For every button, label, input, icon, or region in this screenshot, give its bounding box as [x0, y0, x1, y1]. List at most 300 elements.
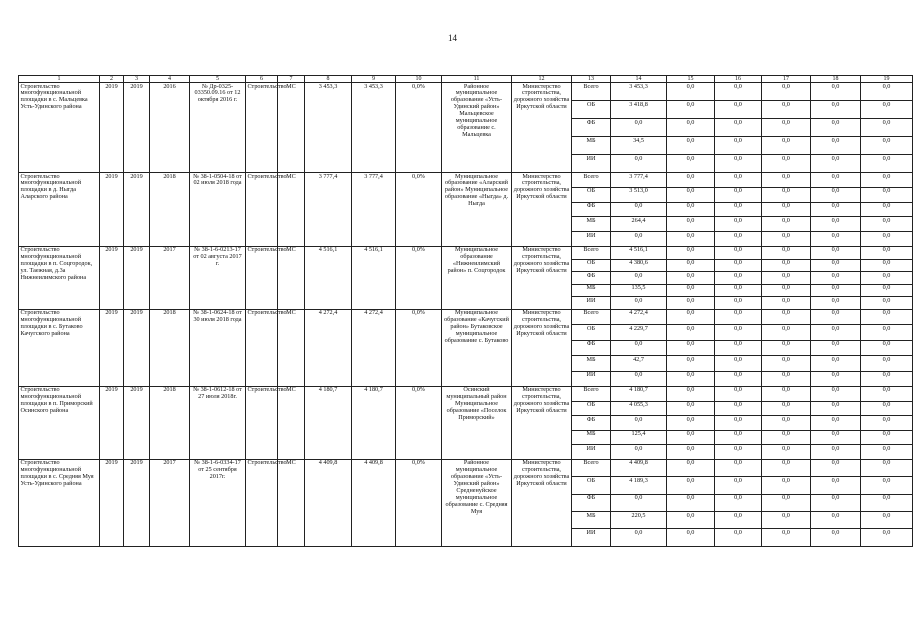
budget-value: 3 418,8: [611, 101, 667, 119]
project-name: Строительство многофункциональной площадки в с. Средняя Муя Усть-Удинского района: [19, 459, 100, 546]
budget-value: 0,0: [861, 401, 913, 416]
budget-source: ИИ: [572, 297, 611, 310]
year-contract: 2018: [150, 173, 190, 247]
budget-value: 4 055,3: [611, 401, 667, 416]
budget-value: 0,0: [811, 232, 861, 247]
budget-value: 0,0: [861, 119, 913, 137]
budget-value: 0,0: [611, 416, 667, 431]
budget-value: 0,0: [715, 494, 762, 511]
customer: Министерство строительства, дорожного хозяйства Иркутской области: [512, 246, 572, 309]
budget-value: 0,0: [715, 187, 762, 202]
budget-value: 0,0: [667, 284, 715, 297]
budget-value: 0,0: [611, 371, 667, 386]
work-type: Строительство: [246, 309, 278, 386]
table-row: [19, 309, 913, 324]
budget-value: 0,0: [861, 459, 913, 476]
budget-source: МБ: [572, 137, 611, 155]
column-number: 1: [19, 76, 100, 83]
budget-value: 0,0: [861, 529, 913, 546]
budget-source: МБ: [572, 356, 611, 371]
budget-value: 0,0: [667, 246, 715, 259]
budget-source: ИИ: [572, 445, 611, 460]
remaining-cost: 3 777,4: [352, 173, 396, 247]
budget-source: ОБ: [572, 187, 611, 202]
column-number: 2: [100, 76, 124, 83]
object-code: МС: [278, 246, 305, 309]
work-type: Строительство: [246, 173, 278, 247]
column-number: 12: [512, 76, 572, 83]
budget-value: 0,0: [715, 137, 762, 155]
budget-value: 0,0: [667, 416, 715, 431]
budget-value: 0,0: [861, 83, 913, 101]
budget-value: 0,0: [861, 137, 913, 155]
budget-value: 0,0: [611, 445, 667, 460]
budget-source: Всего: [572, 309, 611, 324]
budget-value: 0,0: [715, 416, 762, 431]
budget-value: 0,0: [861, 259, 913, 272]
budget-value: 0,0: [667, 155, 715, 173]
budget-value: 0,0: [667, 272, 715, 285]
budget-value: 0,0: [667, 477, 715, 494]
budget-value: 0,0: [715, 297, 762, 310]
work-type: Строительство: [246, 83, 278, 173]
budget-value: 0,0: [667, 187, 715, 202]
budget-value: 0,0: [811, 297, 861, 310]
municipality: Районное муниципальное образование «Усть-Удинский район» Средненуйское муниципальное образование с. Средняя Муя: [442, 459, 512, 546]
budget-value: 0,0: [811, 284, 861, 297]
budget-value: 0,0: [715, 529, 762, 546]
budget-value: 0,0: [667, 340, 715, 355]
project-name: Строительство многофункциональной площадки в д. Ныгда Аларского района: [19, 173, 100, 247]
budget-source: Всего: [572, 173, 611, 188]
budget-value: 0,0: [611, 119, 667, 137]
budget-source: Всего: [572, 83, 611, 101]
budget-value: 0,0: [762, 529, 811, 546]
estimated-cost: 4 516,1: [305, 246, 352, 309]
budget-value: 0,0: [861, 386, 913, 401]
budget-value: 0,0: [715, 173, 762, 188]
remaining-cost: 4 516,1: [352, 246, 396, 309]
customer: Министерство строительства, дорожного хозяйства Иркутской области: [512, 309, 572, 386]
budget-source: ИИ: [572, 371, 611, 386]
budget-value: 0,0: [861, 340, 913, 355]
budget-source: Всего: [572, 386, 611, 401]
readiness-percent: 0,0%: [396, 309, 442, 386]
budget-value: 0,0: [762, 512, 811, 529]
project-name: Строительство многофункциональной площадки в с. Бутаково Качугского района: [19, 309, 100, 386]
object-code: МС: [278, 459, 305, 546]
contract-details: № 38-1-6-0213-17 от 02 августа 2017 г.: [190, 246, 246, 309]
program-table: [18, 75, 913, 547]
budget-value: 0,0: [715, 512, 762, 529]
budget-value: 0,0: [811, 459, 861, 476]
budget-value: 0,0: [715, 459, 762, 476]
column-number: 19: [861, 76, 913, 83]
column-number: 16: [715, 76, 762, 83]
budget-source: ФБ: [572, 494, 611, 511]
column-number: 5: [190, 76, 246, 83]
budget-value: 0,0: [762, 356, 811, 371]
budget-value: 0,0: [611, 340, 667, 355]
budget-value: 0,0: [715, 272, 762, 285]
budget-value: 0,0: [611, 202, 667, 217]
year-end: 2019: [124, 83, 150, 173]
column-number: 4: [150, 76, 190, 83]
budget-value: 0,0: [811, 155, 861, 173]
budget-value: 0,0: [667, 202, 715, 217]
budget-value: 0,0: [762, 155, 811, 173]
budget-value: 0,0: [667, 101, 715, 119]
table-row: [19, 386, 913, 401]
estimated-cost: 3 453,3: [305, 83, 352, 173]
work-type: Строительство: [246, 459, 278, 546]
year-start: 2019: [100, 459, 124, 546]
column-number: 13: [572, 76, 611, 83]
budget-value: 34,5: [611, 137, 667, 155]
budget-value: 0,0: [611, 155, 667, 173]
budget-value: 0,0: [667, 356, 715, 371]
budget-value: 0,0: [811, 246, 861, 259]
column-number: 11: [442, 76, 512, 83]
budget-value: 0,0: [762, 232, 811, 247]
budget-value: 0,0: [762, 101, 811, 119]
column-number: 18: [811, 76, 861, 83]
column-number: 17: [762, 76, 811, 83]
budget-value: 0,0: [611, 297, 667, 310]
budget-value: 0,0: [861, 272, 913, 285]
budget-value: 3 777,4: [611, 173, 667, 188]
year-start: 2019: [100, 83, 124, 173]
budget-value: 0,0: [811, 259, 861, 272]
page-number: 14: [448, 33, 457, 43]
customer: Министерство строительства, дорожного хозяйства Иркутской области: [512, 83, 572, 173]
budget-value: 0,0: [762, 309, 811, 324]
budget-value: 0,0: [762, 416, 811, 431]
budget-value: 0,0: [861, 155, 913, 173]
budget-value: 0,0: [762, 202, 811, 217]
budget-value: 0,0: [861, 325, 913, 340]
budget-source: ФБ: [572, 272, 611, 285]
budget-value: 0,0: [667, 325, 715, 340]
budget-value: 0,0: [811, 386, 861, 401]
budget-value: 0,0: [811, 494, 861, 511]
year-contract: 2017: [150, 246, 190, 309]
budget-value: 0,0: [715, 430, 762, 445]
budget-value: 264,4: [611, 217, 667, 232]
contract-details: № 38-1-0504-18 от 02 июля 2018 года: [190, 173, 246, 247]
year-contract: 2017: [150, 459, 190, 546]
budget-value: 0,0: [811, 217, 861, 232]
budget-value: 0,0: [667, 494, 715, 511]
project-name: Строительство многофункциональной площадки в п. Соцгородок, ул. Таежная, д.3а Нижнеилимского района: [19, 246, 100, 309]
budget-value: 0,0: [762, 217, 811, 232]
budget-value: 0,0: [667, 512, 715, 529]
budget-value: 0,0: [715, 340, 762, 355]
remaining-cost: 3 453,3: [352, 83, 396, 173]
budget-source: ИИ: [572, 529, 611, 546]
budget-value: 0,0: [715, 386, 762, 401]
customer: Министерство строительства, дорожного хозяйства Иркутской области: [512, 173, 572, 247]
contract-details: № 38-1-0612-18 от 27 июля 2018г.: [190, 386, 246, 459]
project-name: Строительство многофункциональной площадки в п. Приморский Осинского района: [19, 386, 100, 459]
budget-value: 0,0: [762, 386, 811, 401]
budget-value: 0,0: [667, 119, 715, 137]
budget-source: МБ: [572, 217, 611, 232]
budget-value: 0,0: [811, 119, 861, 137]
budget-value: 0,0: [715, 232, 762, 247]
budget-value: 0,0: [715, 259, 762, 272]
budget-value: 0,0: [811, 371, 861, 386]
budget-value: 135,5: [611, 284, 667, 297]
budget-value: 0,0: [667, 430, 715, 445]
budget-source: Всего: [572, 459, 611, 476]
column-number: 8: [305, 76, 352, 83]
budget-value: 0,0: [861, 284, 913, 297]
budget-value: 0,0: [667, 297, 715, 310]
budget-value: 0,0: [762, 325, 811, 340]
budget-value: 0,0: [762, 477, 811, 494]
budget-value: 0,0: [811, 512, 861, 529]
municipality: Муниципальное образование «Нижнеилимский район» п. Соцгородок: [442, 246, 512, 309]
column-number: 15: [667, 76, 715, 83]
column-number: 7: [278, 76, 305, 83]
budget-value: 0,0: [861, 232, 913, 247]
budget-value: 0,0: [667, 217, 715, 232]
readiness-percent: 0,0%: [396, 386, 442, 459]
budget-source: ОБ: [572, 477, 611, 494]
budget-value: 4 180,7: [611, 386, 667, 401]
budget-value: 0,0: [667, 137, 715, 155]
budget-value: 4 229,7: [611, 325, 667, 340]
budget-value: 0,0: [667, 309, 715, 324]
budget-value: 0,0: [811, 272, 861, 285]
table-row: [19, 459, 913, 476]
budget-value: 0,0: [811, 430, 861, 445]
budget-value: 0,0: [861, 101, 913, 119]
budget-value: 0,0: [861, 445, 913, 460]
budget-value: 0,0: [762, 259, 811, 272]
budget-value: 0,0: [861, 187, 913, 202]
budget-source: МБ: [572, 430, 611, 445]
budget-value: 0,0: [715, 119, 762, 137]
budget-value: 0,0: [762, 83, 811, 101]
budget-value: 0,0: [667, 401, 715, 416]
year-end: 2019: [124, 309, 150, 386]
budget-source: ИИ: [572, 155, 611, 173]
work-type: Строительство: [246, 386, 278, 459]
budget-value: 0,0: [811, 416, 861, 431]
estimated-cost: 4 409,8: [305, 459, 352, 546]
budget-value: 0,0: [715, 284, 762, 297]
budget-value: 0,0: [811, 101, 861, 119]
budget-value: 0,0: [715, 401, 762, 416]
column-number-row: [19, 76, 913, 83]
budget-value: 0,0: [667, 173, 715, 188]
table-row: [19, 83, 913, 101]
budget-source: Всего: [572, 246, 611, 259]
budget-value: 42,7: [611, 356, 667, 371]
budget-value: 0,0: [762, 137, 811, 155]
customer: Министерство строительства, дорожного хозяйства Иркутской области: [512, 459, 572, 546]
year-contract: 2016: [150, 83, 190, 173]
object-code: МС: [278, 173, 305, 247]
budget-value: 0,0: [715, 477, 762, 494]
budget-value: 0,0: [611, 529, 667, 546]
remaining-cost: 4 409,8: [352, 459, 396, 546]
budget-value: 4 516,1: [611, 246, 667, 259]
budget-value: 0,0: [861, 202, 913, 217]
budget-source: МБ: [572, 512, 611, 529]
estimated-cost: 3 777,4: [305, 173, 352, 247]
budget-value: 0,0: [762, 187, 811, 202]
budget-value: 0,0: [715, 101, 762, 119]
budget-source: ОБ: [572, 325, 611, 340]
budget-value: 0,0: [611, 494, 667, 511]
budget-value: 0,0: [762, 445, 811, 460]
year-start: 2019: [100, 309, 124, 386]
budget-value: 0,0: [811, 529, 861, 546]
budget-value: 0,0: [667, 232, 715, 247]
year-contract: 2018: [150, 386, 190, 459]
budget-value: 0,0: [762, 401, 811, 416]
remaining-cost: 4 180,7: [352, 386, 396, 459]
budget-value: 0,0: [811, 173, 861, 188]
readiness-percent: 0,0%: [396, 459, 442, 546]
year-start: 2019: [100, 246, 124, 309]
project-name: Строительство многофункциональной площадки в с. Мальцевка Усть-Удинского района: [19, 83, 100, 173]
year-end: 2019: [124, 246, 150, 309]
budget-value: 0,0: [861, 494, 913, 511]
budget-value: 0,0: [715, 356, 762, 371]
estimated-cost: 4 272,4: [305, 309, 352, 386]
budget-value: 0,0: [667, 459, 715, 476]
readiness-percent: 0,0%: [396, 173, 442, 247]
budget-value: 0,0: [715, 217, 762, 232]
budget-value: 0,0: [667, 259, 715, 272]
contract-details: № 38-1-0624-18 от 30 июля 2018 года: [190, 309, 246, 386]
budget-value: 0,0: [715, 445, 762, 460]
budget-value: 0,0: [667, 386, 715, 401]
budget-value: 0,0: [715, 309, 762, 324]
budget-source: ОБ: [572, 401, 611, 416]
object-code: МС: [278, 386, 305, 459]
year-start: 2019: [100, 386, 124, 459]
budget-value: 0,0: [762, 430, 811, 445]
year-start: 2019: [100, 173, 124, 247]
year-end: 2019: [124, 173, 150, 247]
municipality: Осинский муниципальный район Муниципальное образование «Поселок Приморский»: [442, 386, 512, 459]
budget-value: 0,0: [715, 325, 762, 340]
budget-value: 0,0: [861, 416, 913, 431]
budget-value: 0,0: [861, 371, 913, 386]
object-code: МС: [278, 83, 305, 173]
municipality: Муниципальное образование «Качугский район» Бутаковское муниципальное образование с. Бутаково: [442, 309, 512, 386]
column-number: 3: [124, 76, 150, 83]
budget-value: 0,0: [762, 297, 811, 310]
budget-value: 0,0: [611, 272, 667, 285]
budget-value: 0,0: [811, 83, 861, 101]
table-row: [19, 173, 913, 188]
budget-value: 0,0: [811, 401, 861, 416]
budget-source: ФБ: [572, 119, 611, 137]
budget-source: ФБ: [572, 416, 611, 431]
budget-value: 0,0: [611, 232, 667, 247]
budget-value: 0,0: [861, 477, 913, 494]
budget-value: 0,0: [762, 119, 811, 137]
budget-value: 0,0: [762, 284, 811, 297]
budget-value: 0,0: [762, 340, 811, 355]
budget-value: 0,0: [861, 430, 913, 445]
municipality: Муниципальное образование «Аларский район» Муниципальное образование «Ныгда» д. Ныгда: [442, 173, 512, 247]
budget-value: 0,0: [667, 83, 715, 101]
budget-value: 0,0: [715, 155, 762, 173]
budget-value: 0,0: [667, 371, 715, 386]
budget-value: 0,0: [762, 494, 811, 511]
budget-value: 0,0: [811, 137, 861, 155]
budget-value: 0,0: [811, 477, 861, 494]
customer: Министерство строительства, дорожного хозяйства Иркутской области: [512, 386, 572, 459]
budget-value: 125,4: [611, 430, 667, 445]
column-number: 6: [246, 76, 278, 83]
year-contract: 2018: [150, 309, 190, 386]
budget-source: ОБ: [572, 101, 611, 119]
year-end: 2019: [124, 459, 150, 546]
object-code: МС: [278, 309, 305, 386]
budget-value: 3 453,3: [611, 83, 667, 101]
budget-value: 0,0: [861, 356, 913, 371]
budget-value: 4 380,6: [611, 259, 667, 272]
budget-value: 0,0: [861, 246, 913, 259]
budget-source: ФБ: [572, 202, 611, 217]
budget-value: 0,0: [762, 371, 811, 386]
budget-source: ОБ: [572, 259, 611, 272]
budget-value: 0,0: [811, 445, 861, 460]
municipality: Районное муниципальное образование «Усть-Удинский район» Мальцевское муниципальное образование с. Мальцевка: [442, 83, 512, 173]
budget-value: 0,0: [811, 325, 861, 340]
remaining-cost: 4 272,4: [352, 309, 396, 386]
year-end: 2019: [124, 386, 150, 459]
budget-value: 0,0: [667, 445, 715, 460]
budget-value: 0,0: [715, 371, 762, 386]
contract-details: № Др-0325-03350.09.16 от 12 октября 2016 г.: [190, 83, 246, 173]
column-number: 14: [611, 76, 667, 83]
readiness-percent: 0,0%: [396, 83, 442, 173]
budget-source: МБ: [572, 284, 611, 297]
budget-value: 0,0: [811, 202, 861, 217]
budget-value: 0,0: [667, 529, 715, 546]
budget-value: 0,0: [811, 187, 861, 202]
budget-value: 0,0: [762, 459, 811, 476]
budget-value: 0,0: [715, 83, 762, 101]
column-number: 9: [352, 76, 396, 83]
budget-value: 0,0: [811, 309, 861, 324]
budget-source: ФБ: [572, 340, 611, 355]
budget-value: 4 409,8: [611, 459, 667, 476]
budget-value: 0,0: [762, 272, 811, 285]
budget-value: 4 189,3: [611, 477, 667, 494]
budget-value: 0,0: [861, 297, 913, 310]
budget-value: 0,0: [861, 512, 913, 529]
budget-value: 0,0: [861, 173, 913, 188]
budget-value: 0,0: [811, 356, 861, 371]
budget-value: 3 513,0: [611, 187, 667, 202]
budget-value: 0,0: [811, 340, 861, 355]
budget-value: 0,0: [861, 217, 913, 232]
budget-value: 0,0: [861, 309, 913, 324]
estimated-cost: 4 180,7: [305, 386, 352, 459]
readiness-percent: 0,0%: [396, 246, 442, 309]
budget-value: 0,0: [762, 173, 811, 188]
